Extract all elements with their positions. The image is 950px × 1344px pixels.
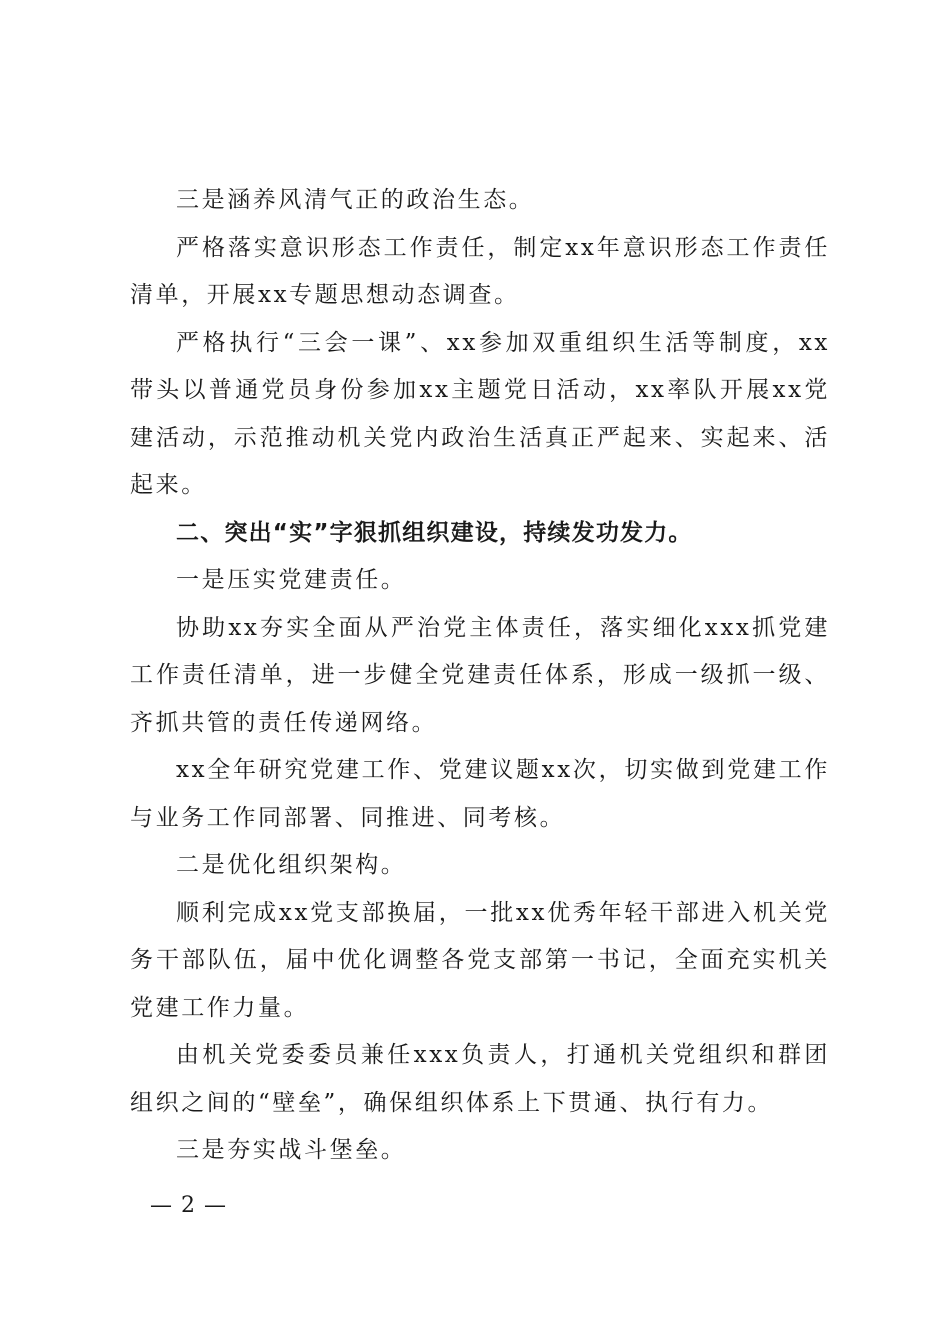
paragraph: xx全年研究党建工作、党建议题xx次，切实做到党建工作与业务工作同部署、同推进、同考核。 bbox=[130, 757, 830, 831]
paragraph: 三是涵养风清气正的政治生态。 bbox=[176, 187, 535, 213]
paragraph: 严格落实意识形态工作责任，制定xx年意识形态工作责任清单，开展xx专题思想动态调查。 bbox=[130, 234, 830, 308]
paragraph: 由机关党委委员兼任xxx负责人，打通机关党组织和群团组织之间的“壁垒”，确保组织体系上下贯通、执行有力。 bbox=[130, 1042, 830, 1116]
paragraph: 严格执行“三会一课”、xx参加双重组织生活等制度，xx带头以普通党员身份参加xx主题党日活动，xx率队开展xx党建活动，示范推动机关党内政治生活真正严起来、实起来、活起来。 bbox=[130, 329, 830, 498]
paragraph: 三是夯实战斗堡垒。 bbox=[176, 1137, 407, 1163]
paragraph: 顺利完成xx党支部换届，一批xx优秀年轻干部进入机关党务干部队伍，届中优化调整各党支部第一书记，全面充实机关党建工作力量。 bbox=[130, 899, 830, 1021]
section-heading: 二、突出“实”字狠抓组织建设，持续发功发力。 bbox=[176, 519, 693, 546]
page-number: — 2 — bbox=[150, 1193, 227, 1218]
paragraph: 一是压实党建责任。 bbox=[176, 567, 407, 593]
paragraph: 二是优化组织架构。 bbox=[176, 852, 407, 878]
document-body bbox=[130, 177, 830, 1175]
paragraph: 协助xx夯实全面从严治党主体责任，落实细化xxx抓党建工作责任清单，进一步健全党建责任体系，形成一级抓一级、齐抓共管的责任传递网络。 bbox=[130, 614, 830, 736]
